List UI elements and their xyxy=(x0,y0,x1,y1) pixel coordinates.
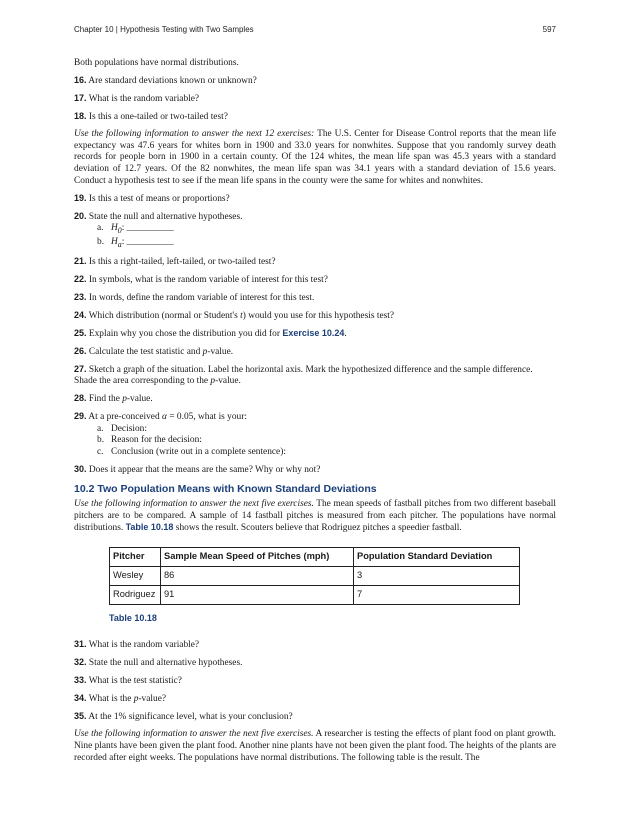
table-cell: Rodriguez xyxy=(110,585,161,604)
sub-list xyxy=(97,223,556,250)
info-paragraph-plant-food xyxy=(74,729,556,764)
column-header: Population Standard Deviation xyxy=(354,547,520,566)
exercise-33 xyxy=(74,675,556,688)
exercise-28: 28. Find the p-value. xyxy=(74,393,153,405)
exercise-text: What is the random variable? xyxy=(88,94,200,105)
exercise-18 xyxy=(74,111,556,124)
exercise-number: 27. xyxy=(74,363,87,374)
table-header-row xyxy=(110,547,520,566)
exercise-number: 20. xyxy=(74,210,87,221)
exercise-35 xyxy=(74,711,556,724)
page-content xyxy=(74,58,556,770)
exercise-text: In symbols, what is the random variable of interest for this test? xyxy=(88,274,328,285)
exercise-19 xyxy=(74,193,556,206)
paragraph-lead: Use the following information to answer the next five exercises. xyxy=(74,499,314,510)
exercise-text: Is this a right-tailed, left-tailed, or two-tailed test? xyxy=(88,256,276,267)
exercise-number: 34. xyxy=(74,693,87,704)
exercise-number: 26. xyxy=(74,345,87,356)
table-caption: Table 10.18 xyxy=(109,612,157,623)
sub-item-a: a. $H_0$: __________ xyxy=(97,223,174,236)
exercise-text: What is the test statistic? xyxy=(88,676,182,687)
paragraph-text: A researcher is testing the effects of plant food on plant growth. Nine plants have been given the plant food. Another nine plants have not been given the plant food. The heights of the plants are recorded after eight weeks. The populations have normal distributions. The following table is the result. The xyxy=(74,729,556,763)
exercise-text: State the null and alternative hypotheses. xyxy=(88,658,243,669)
table-row xyxy=(110,585,520,604)
exercise-16 xyxy=(74,75,556,88)
exercise-text: Are standard deviations known or unknown? xyxy=(88,76,257,87)
exercise-23 xyxy=(74,292,556,305)
table-cell: 86 xyxy=(161,566,354,585)
exercise-number: 17. xyxy=(74,93,87,104)
paragraph-text: The U.S. Center for Disease Control reports that the mean life expectancy was 47.6 years for whites born in 1900 and 33.0 years for nonwhites. Suppose that you randomly survey death records for people born in 1900 in a certain county. Of the 124 whites, the mean life span was 45.3 years with a standard deviation of 12.7 years. Of the 82 nonwhites, the mean life span was 34.1 years with a standard deviation of 15.6 years. Conduct a hypothesis test to see if the mean life spans in the county were the same for whites and nonwhites. xyxy=(74,129,556,186)
pitcher-table xyxy=(109,547,520,605)
paragraph-lead: Use the following information to answer the next 12 exercises: xyxy=(74,129,315,140)
exercise-number: 23. xyxy=(74,291,87,302)
exercise-text: What is the random variable? xyxy=(88,640,200,651)
table-10-18-link[interactable]: Table 10.18 xyxy=(125,522,174,533)
column-header: Sample Mean Speed of Pitches (mph) xyxy=(161,547,354,566)
chapter-title: Chapter 10 | Hypothesis Testing with Two Samples xyxy=(74,25,254,34)
exercise-number: 16. xyxy=(74,75,87,86)
exercise-number: 24. xyxy=(74,309,87,320)
exercise-text: Does it appear that the means are the same? Why or why not? xyxy=(88,464,321,475)
sub-item-b: b. Reason for the decision: xyxy=(97,435,202,446)
info-paragraph-fastball: Use the following information to answer the next five exercises. The mean speeds of fastball pitches from two different baseball pitchers are to be compared. A sample of 14 fastball pitches is measured from each pitcher. The populations have normal distributions. Table 10.18 shows the result. Scouters believe that Rodriguez pitches a speedier fastball. xyxy=(74,499,557,534)
exercise-34: 34. What is the p-value? xyxy=(74,693,167,705)
exercise-17 xyxy=(74,93,556,106)
exercise-25: 25. Explain why you chose the distribution you did for Exercise 10.24. xyxy=(74,327,347,339)
exercise-text: Is this a one-tailed or two-tailed test? xyxy=(88,112,228,123)
sub-list xyxy=(97,424,556,459)
exercise-number: 28. xyxy=(74,393,87,404)
page-header xyxy=(74,25,556,39)
exercise-32 xyxy=(74,657,556,670)
exercise-number: 29. xyxy=(74,411,87,422)
exercise-text: At the 1% significance level, what is your conclusion? xyxy=(88,712,293,723)
exercise-30 xyxy=(74,464,556,477)
exercise-26: 26. Calculate the test statistic and p-value. xyxy=(74,345,234,357)
exercise-27: 27. Sketch a graph of the situation. Label the horizontal axis. Mark the hypothesized difference and the sample difference. Shade the area corresponding to the p-value. xyxy=(74,363,533,387)
exercise-29: 29. At a pre-conceived α = 0.05, what is your: a. Decision: b. Reason for the decision: c. Conclusion (write out in a complete sentence): xyxy=(74,411,556,458)
exercise-number: 25. xyxy=(74,327,87,338)
exercise-text: Is this a test of means or proportions? xyxy=(88,193,230,204)
exercise-21 xyxy=(74,256,556,269)
table-cell: Wesley xyxy=(110,566,161,585)
exercise-number: 30. xyxy=(74,463,87,474)
intro-line: Both populations have normal distributions. xyxy=(74,58,239,68)
table-cell: 3 xyxy=(354,566,520,585)
sub-item-c: c. Conclusion (write out in a complete sentence): xyxy=(97,446,286,457)
table-cell: 7 xyxy=(354,585,520,604)
exercise-number: 21. xyxy=(74,255,87,266)
exercise-number: 31. xyxy=(74,639,87,650)
exercise-text: State the null and alternative hypotheses. xyxy=(88,211,243,222)
exercise-number: 35. xyxy=(74,711,87,722)
sub-item-b: b. $H_a$: __________ xyxy=(97,236,174,249)
section-heading: 10.2 Two Population Means with Known Standard Deviations xyxy=(74,483,377,496)
table-cell: 91 xyxy=(161,585,354,604)
exercise-20 xyxy=(74,211,556,251)
exercise-number: 33. xyxy=(74,675,87,686)
column-header: Pitcher xyxy=(110,547,161,566)
exercise-24: 24. Which distribution (normal or Student's t) would you use for this hypothesis test? xyxy=(74,309,395,321)
exercise-22 xyxy=(74,274,556,287)
exercise-number: 22. xyxy=(74,273,87,284)
page-number: 597 xyxy=(542,25,556,34)
exercise-number: 18. xyxy=(74,111,87,122)
answer-blank: : __________ xyxy=(121,223,174,234)
sub-item-a: a. Decision: xyxy=(97,423,147,434)
exercise-text: In words, define the random variable of interest for this test. xyxy=(88,292,315,303)
info-paragraph-life-expectancy xyxy=(74,129,556,187)
exercise-10-24-link[interactable]: Exercise 10.24 xyxy=(282,327,345,338)
exercise-number: 32. xyxy=(74,657,87,668)
exercise-number: 19. xyxy=(74,192,87,203)
answer-blank: : __________ xyxy=(121,236,174,247)
exercise-31 xyxy=(74,639,556,652)
paragraph-lead: Use the following information to answer the next five exercises. xyxy=(74,729,314,740)
table-row xyxy=(110,566,520,585)
